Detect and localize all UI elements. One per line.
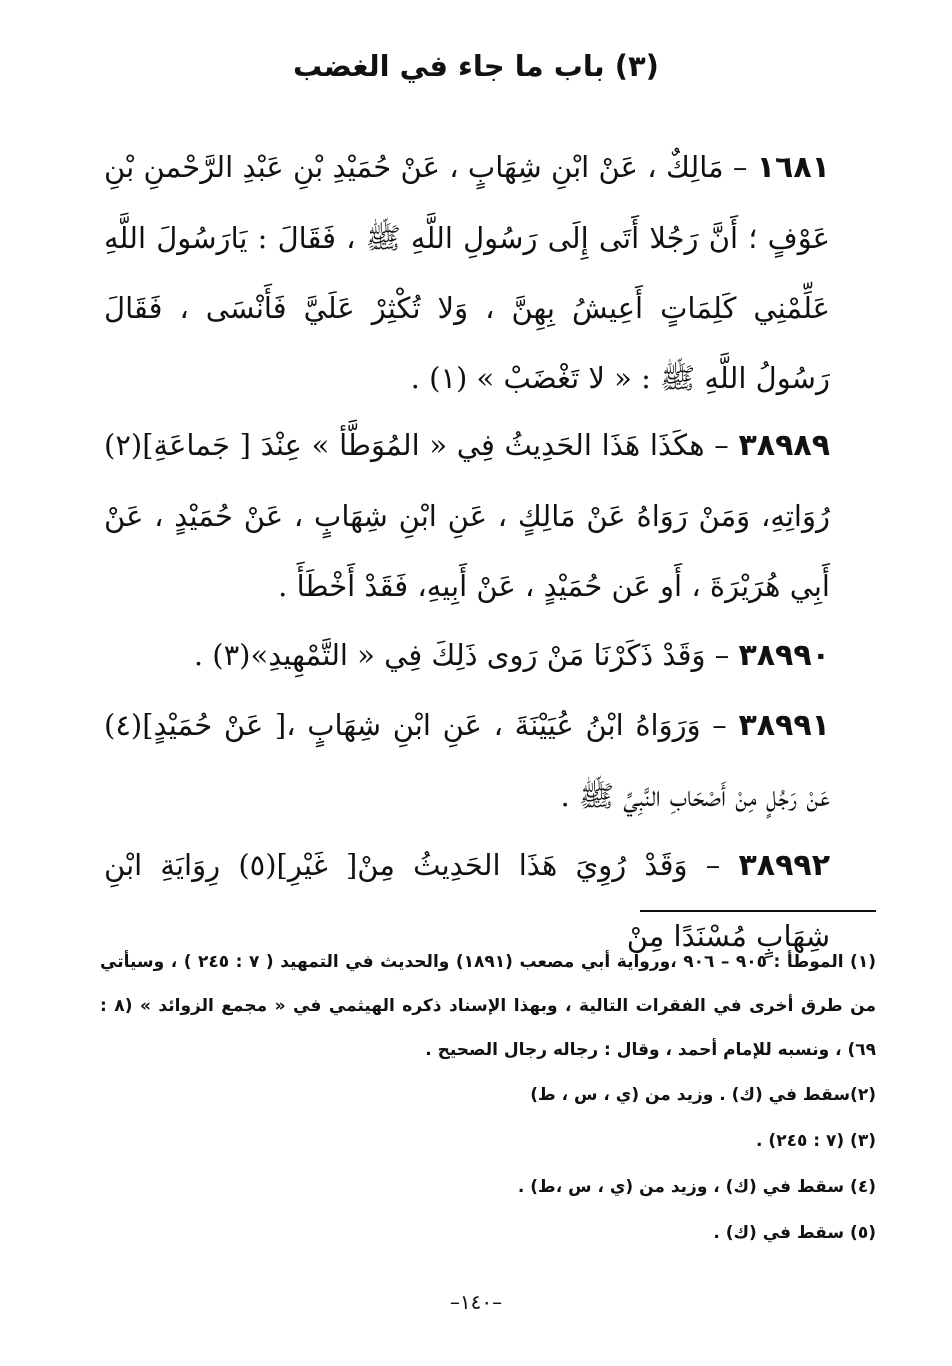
footnote-2: (٢)سقط في (ك) . وزيد من (ي ، س ، ط)	[530, 1085, 876, 1105]
paragraph-number: ١٦٨١	[756, 150, 830, 185]
paragraph-number: ٣٨٩٩٠	[738, 638, 830, 673]
commentary-paragraph-38991	[104, 690, 830, 831]
paragraph-text: – مَالِكٌ ، عَنْ ابْنِ شِهَابٍ ، عَنْ حُمَيْدِ بْنِ عَبْدِ الرَّحْمنِ بْنِ عَوْفٍ ؛ أَنَّ رَجُلا أَتَى إِلَى رَسُولِ اللَّهِ ﷺ ، فَقَالَ : يَارَسُولَ اللَّهِ عَلِّمْنِي كَلِمَاتٍ أَعِيشُ بِهِنَّ ، وَلا تُكْثِرْ عَلَيَّ فَأَنْسَى ، فَقَالَ رَسُولُ اللَّهِ ﷺ : « لا تَغْضَبْ » (١) .	[104, 150, 830, 395]
footnote-4: (٤) سقط في (ك) ، وزيد من (ي ، س ،ط) .	[517, 1177, 876, 1197]
commentary-paragraph-38990	[104, 620, 830, 691]
page-number: –١٤٠–	[449, 1290, 503, 1314]
paragraph-text: – هكَذَا هَذَا الحَدِيثُ فِي « المُوَطَّأ » عِنْدَ [ جَماعَةِ](٢) رُوَاتِهِ، وَمَنْ رَوَاهُ عَنْ مَالِكٍ ، عَنِ ابْنِ شِهَابٍ ، عَنْ حُمَيْدٍ ، عَنْ أَبِي هُرَيْرَةَ ، أَو عَن حُمَيْدٍ ، عَنْ أَبِيهِ، فَقَدْ أَخْطَأَ .	[104, 428, 830, 603]
footnotes	[100, 940, 876, 1256]
chapter-heading: (٣) باب ما جاء في الغضب	[293, 49, 659, 83]
commentary-paragraph-38989	[104, 410, 830, 621]
paragraph-text: – وَقَدْ ذَكَرْنَا مَنْ رَوى ذَلِكَ فِي « التَّمْهِيدِ»(٣) .	[193, 638, 730, 672]
paragraph-number: ٣٨٩٩٢	[738, 848, 831, 883]
paragraph-text: – وَقَدْ رُوِيَ هَذَا الحَدِيثُ مِنْ[ غَيْرِ](٥) رِوَايَةِ ابْنِ شِهَابٍ مُسْنَدًا مِنْ	[104, 848, 830, 953]
footnote-divider	[640, 910, 876, 912]
footnote-3: (٣) (٧ : ٢٤٥) .	[756, 1131, 876, 1151]
paragraph-number: ٣٨٩٨٩	[738, 428, 831, 463]
footnote-1: (١) الموطأ : ٩٠٥ – ٩٠٦ ،ورواية أبي مصعب (١٨٩١) والحديث في التمهيد ( ٧ : ٢٤٥ ) ، وسيأتي من طرق أخرى في الفقرات التالية ، وبهذا الإسناد ذكره الهيثمي في « مجمع الزوائد » (٨ : ٦٩) ، ونسبه للإمام أحمد ، وقال : رجاله رجال الصحيح .	[100, 952, 877, 1060]
paragraph-number: ٣٨٩٩١	[738, 708, 830, 743]
paragraph-text: – وَرَوَاهُ ابْنُ عُيَيْنَةَ ، عَنِ ابْنِ شِهَابٍ ،[ عَنْ حُمَيْدٍ](٤) عَنْ رَجُلٍ مِنْ أَصْحَابِ النَّبِيِّ ﷺ .	[104, 708, 830, 813]
hadith-paragraph-1681	[104, 132, 830, 413]
footnote-5: (٥) سقط في (ك) .	[713, 1223, 876, 1243]
